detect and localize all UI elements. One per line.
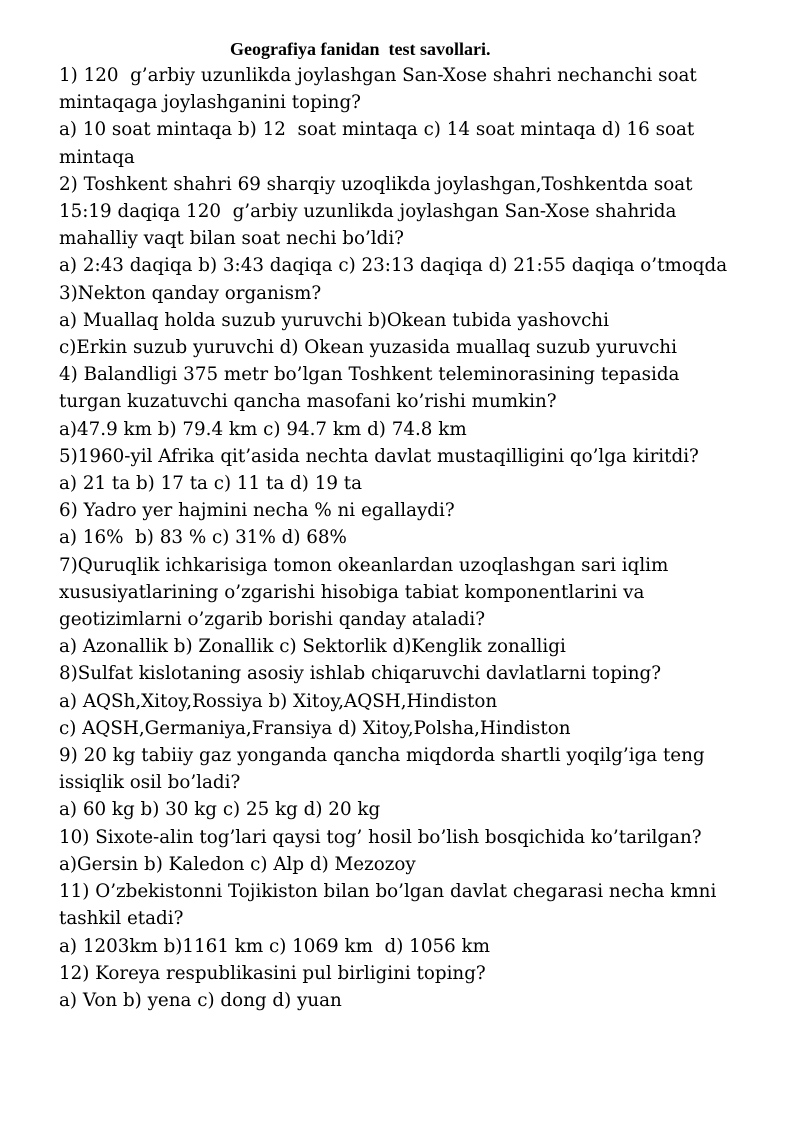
text-line: mintaqa — [59, 146, 135, 168]
text-line: a) 1203km b)1161 km c) 1069 km d) 1056 km — [59, 935, 490, 957]
text-line: 6) Yadro yer hajmini necha % ni egallaydi? — [59, 500, 455, 522]
text-line: 9) 20 kg tabiiy gaz yonganda qancha miqdorda shartli yoqilg’iga teng — [59, 745, 705, 767]
document-page — [59, 38, 759, 1014]
text-line: 1) 120 g’arbiy uzunlikda joylashgan San-Xose shahri nechanchi soat — [59, 65, 697, 86]
text-line: c)Erkin suzub yuruvchi d) Okean yuzasida muallaq suzub yuruvchi — [59, 337, 677, 359]
text-line: 4) Balandligi 375 metr bo’lgan Toshkent teleminorasining tepasida — [59, 364, 680, 386]
text-line: a) 10 soat mintaqa b) 12 soat mintaqa c) 14 soat mintaqa d) 16 soat — [59, 119, 695, 141]
text-line: a) 21 ta b) 17 ta c) 11 ta d) 19 ta — [59, 473, 363, 495]
text-line: 11) O’zbekistonni Tojikiston bilan bo’lgan davlat chegarasi necha kmni — [59, 881, 717, 903]
text-line: geotizimlarni o’zgarib borishi qanday ataladi? — [59, 609, 486, 631]
text-line: a) Azonallik b) Zonallik c) Sektorlik d)Kenglik zonalligi — [59, 636, 566, 658]
text-line: mintaqaga joylashganini toping? — [59, 92, 361, 114]
text-line: a) 60 kg b) 30 kg c) 25 kg d) 20 kg — [59, 799, 381, 821]
text-line: a)47.9 km b) 79.4 km c) 94.7 km d) 74.8 km — [59, 418, 467, 440]
text-line: 3)Nekton qanday organism? — [59, 282, 322, 304]
text-line: 7)Quruqlik ichkarisiga tomon okeanlardan uzoqlashgan sari iqlim — [59, 554, 669, 576]
document-title: Geografiya fanidan test savollari. — [230, 39, 491, 59]
text-line: turgan kuzatuvchi qancha masofani ko’rishi mumkin? — [59, 391, 557, 413]
question-list — [59, 62, 759, 1014]
text-line: issiqlik osil bo’ladi? — [59, 772, 241, 794]
text-line: c) AQSH,Germaniya,Fransiya d) Xitoy,Polsha,Hindiston — [59, 717, 571, 739]
text-line: a) Von b) yena c) dong d) yuan — [59, 989, 342, 1011]
text-line: mahalliy vaqt bilan soat nechi bo’ldi? — [59, 228, 404, 250]
text-line: a) AQSh,Xitoy,Rossiya b) Xitoy,AQSH,Hindiston — [59, 690, 498, 712]
text-line: 5)1960-yil Afrika qit’asida nechta davlat mustaqilligini qo’lga kiritdi? — [59, 445, 699, 467]
text-line: a) 16% b) 83 % c) 31% d) 68% — [59, 527, 347, 549]
text-line: a) Muallaq holda suzub yuruvchi b)Okean tubida yashovchi — [59, 309, 609, 331]
text-line: 2) Toshkent shahri 69 sharqiy uzoqlikda joylashgan,Toshkentda soat — [59, 173, 693, 195]
text-line: 8)Sulfat kislotaning asosiy ishlab chiqaruvchi davlatlarni toping? — [59, 663, 662, 685]
text-line: tashkil etadi? — [59, 908, 184, 930]
text-line: 15:19 daqiqa 120 g’arbiy uzunlikda joylashgan San-Xose shahrida — [59, 201, 677, 223]
text-line: 10) Sixote-alin tog’lari qaysi tog’ hosil bo’lish bosqichida ko’tarilgan? — [59, 826, 702, 848]
text-line: xususiyatlarining o’zgarishi hisobiga tabiat komponentlarini va — [59, 581, 645, 603]
text-line: a)Gersin b) Kaledon c) Alp d) Mezozoy — [59, 853, 416, 875]
text-line: 12) Koreya respublikasini pul birligini toping? — [59, 962, 486, 984]
text-line: a) 2:43 daqiqa b) 3:43 daqiqa c) 23:13 daqiqa d) 21:55 daqiqa o’tmoqda — [59, 255, 728, 277]
